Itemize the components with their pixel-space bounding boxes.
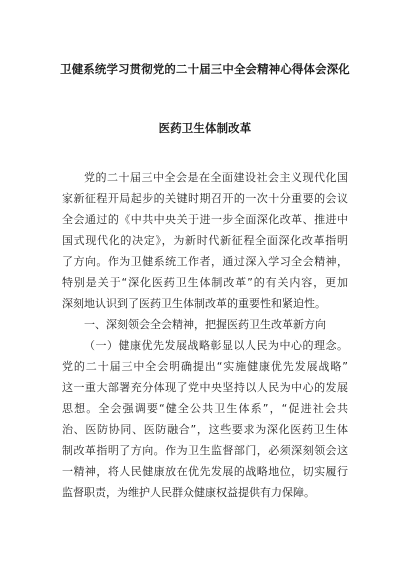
document-title: 卫健系统学习贯彻党的二十届三中全会精神心得体会深化 (60, 62, 350, 76)
paragraph-line: 国式现代化的决定》，为新时代新征程全面深化改革指明 (62, 234, 348, 247)
paragraph-line: 制改革指明了方向。作为卫生监督部门，必须深刻领会这 (62, 444, 348, 457)
paragraph-line: 思想。全会强调要“健全公共卫生体系”，“促进社会共 (62, 402, 348, 415)
paragraph-line: 党的二十届三中全会是在全面建设社会主义现代化国 (84, 171, 348, 184)
paragraph-line: 家新征程开局起步的关键时期召开的一次十分重要的会议 (62, 192, 348, 205)
paragraph-line: 一精神，将人民健康放在优先发展的战略地位，切实履行 (62, 465, 348, 478)
document-subtitle: 医药卫生体制改革 (158, 121, 252, 135)
paragraph-line: 党的二十届三中全会明确提出“实施健康优先发展战略” (62, 360, 348, 373)
paragraph-line: 全会通过的《中共中央关于进一步全面深化改革、推进中 (62, 213, 348, 226)
section-heading: 一、深刻领会全会精神，把握医药卫生改革新方向 (84, 318, 326, 331)
subsection-heading: （一）健康优先发展战略彰显以人民为中心的理念。 (84, 339, 348, 352)
paragraph-line: 特别是关于“深化医药卫生体制改革”的有关内容，更加 (62, 276, 348, 289)
paragraph-line: 治、医防协同、医防融合”，这些要求为深化医药卫生体 (62, 423, 348, 436)
paragraph-line: 深刻地认识到了医药卫生体制改革的重要性和紧迫性。 (62, 297, 326, 310)
paragraph-line: 监督职责，为维护人民群众健康权益提供有力保障。 (62, 486, 315, 499)
paragraph-line: 这一重大部署充分体现了党中央坚持以人民为中心的发展 (62, 381, 348, 394)
paragraph-line: 了方向。作为卫健系统工作者，通过深入学习全会精神， (62, 255, 348, 268)
